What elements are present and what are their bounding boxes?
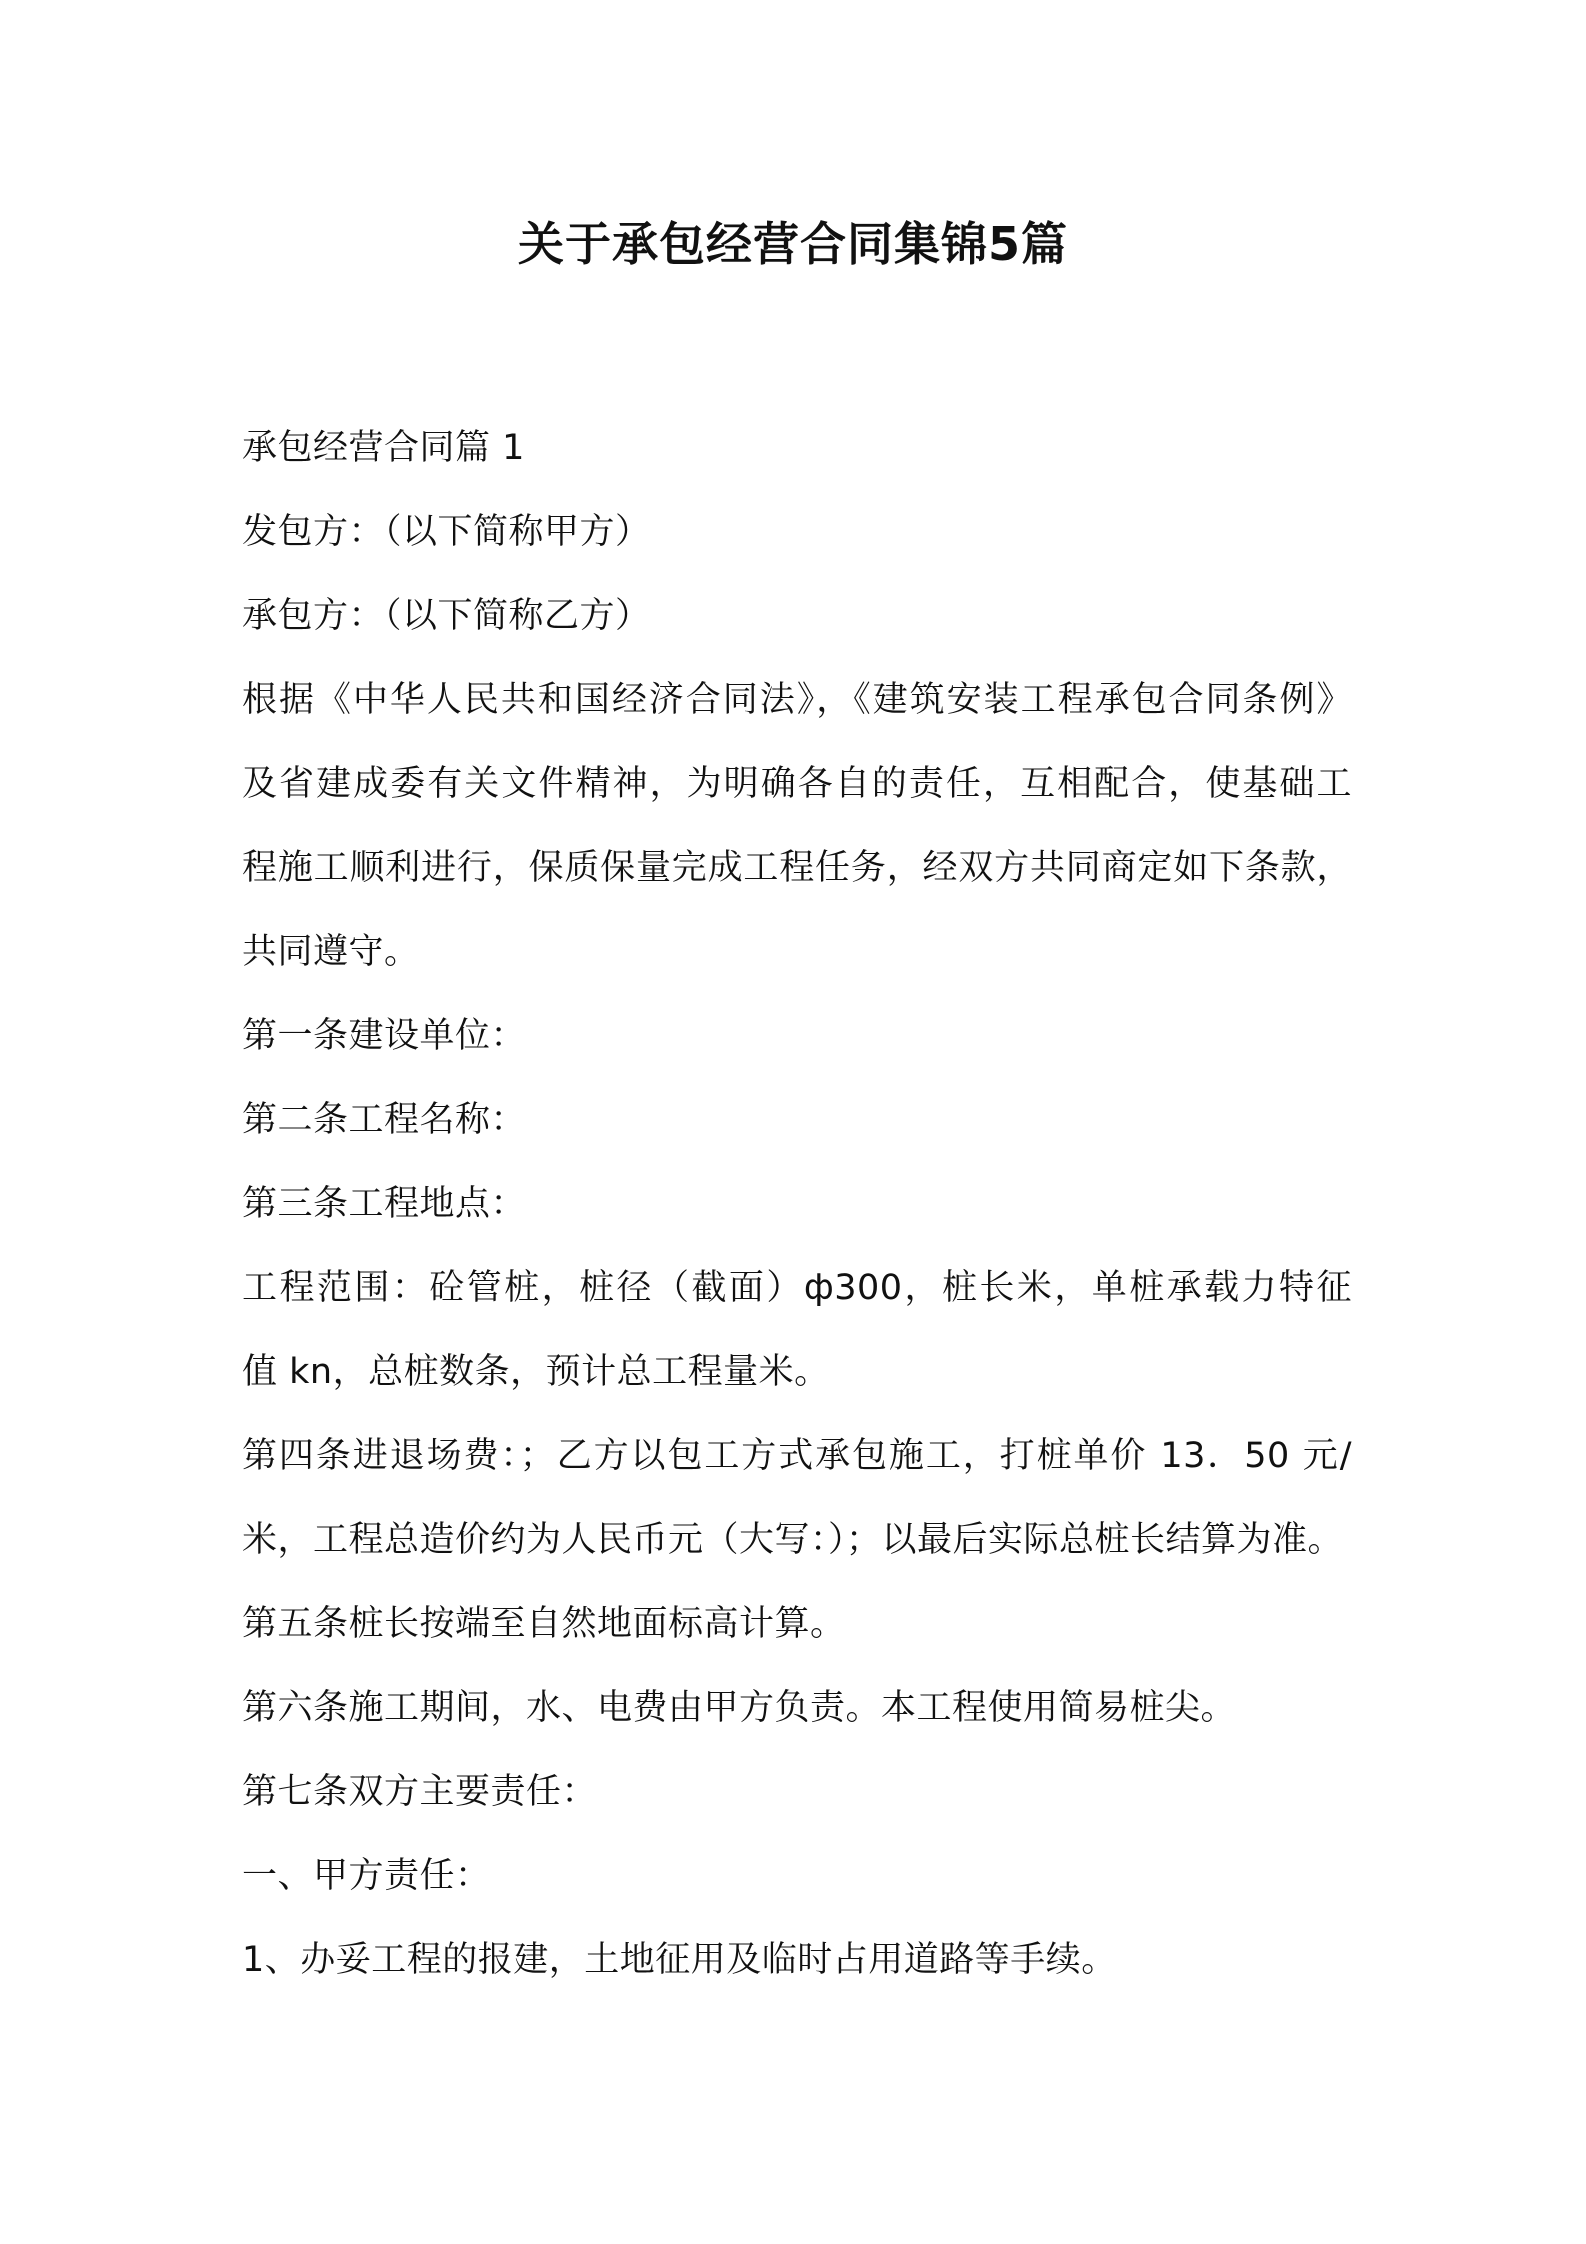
paragraph-line: 及省建成委有关文件精神，为明确各自的责任，互相配合，使基础工 bbox=[242, 764, 1352, 804]
paragraph-line: 工程范围：砼管桩，桩径（截面）ф300，桩长米，单桩承载力特征 bbox=[242, 1268, 1352, 1308]
article-line: 第五条桩长按端至自然地面标高计算。 bbox=[242, 1604, 846, 1644]
paragraph-line: 值 kn，总桩数条，预计总工程量米。 bbox=[242, 1352, 830, 1392]
article-line: 第一条建设单位： bbox=[242, 1016, 527, 1056]
document-title: 关于承包经营合同集锦5篇 bbox=[517, 217, 1068, 271]
article-line: 第七条双方主要责任： bbox=[242, 1772, 598, 1812]
paragraph-line: 米，工程总造价约为人民币元（大写：）；以最后实际总桩长结算为准。 bbox=[242, 1520, 1344, 1560]
contract-party-employer: 发包方：（以下简称甲方） bbox=[242, 512, 651, 552]
contract-party-contractor: 承包方：（以下简称乙方） bbox=[242, 596, 651, 636]
subsection-heading: 一、甲方责任： bbox=[242, 1856, 491, 1896]
paragraph-line: 共同遵守。 bbox=[242, 932, 420, 972]
article-line: 第二条工程名称： bbox=[242, 1100, 527, 1140]
paragraph-line: 第四条进退场费：；乙方以包工方式承包施工，打桩单价 13．50 元/ bbox=[242, 1436, 1352, 1476]
article-line: 第六条施工期间，水、电费由甲方负责。本工程使用简易桩尖。 bbox=[242, 1688, 1237, 1728]
paragraph-line: 程施工顺利进行，保质保量完成工程任务，经双方共同商定如下条款， bbox=[242, 848, 1352, 888]
list-item: 1、办妥工程的报建，土地征用及临时占用道路等手续。 bbox=[242, 1940, 1117, 1980]
section-heading: 承包经营合同篇 1 bbox=[242, 428, 525, 468]
document-body bbox=[242, 406, 1352, 2002]
paragraph-line: 根据《中华人民共和国经济合同法》，《建筑安装工程承包合同条例》 bbox=[242, 680, 1352, 720]
article-line: 第三条工程地点： bbox=[242, 1184, 527, 1224]
